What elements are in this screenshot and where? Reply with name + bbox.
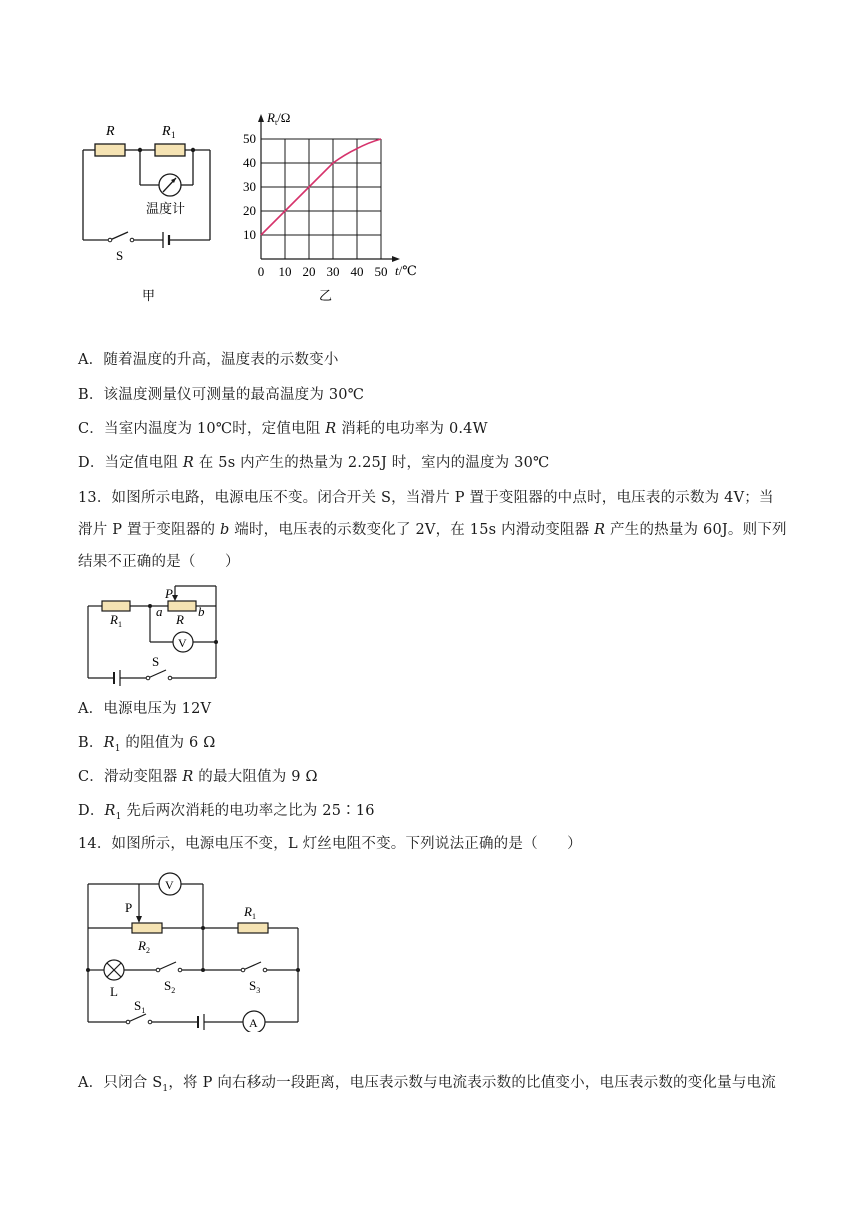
q13-voltmeter-label: V — [178, 636, 187, 650]
q13-stem-line2: 滑片 P 置于变阻器的 b 端时，电压表的示数变化了 2V，在 15s 内滑动变阻器 R 产生的热量为 60J。则下列 — [78, 522, 787, 538]
q13-option-d: D．$R_1$ 先后两次消耗的电功率之比为 25∶16 — [78, 803, 375, 822]
x-tick-label: 20 — [302, 264, 316, 279]
q13-r1-label: $R_1$ — [110, 612, 122, 629]
graph-y-axis-label: $R_t/\Omega$ — [267, 110, 291, 127]
fig12-caption-yi: 乙 — [319, 288, 333, 303]
q14-lamp-label: L — [110, 984, 118, 999]
q13-option-b: B．$R_1$ 的阻值为 6 Ω — [78, 735, 216, 754]
q12-option-d: D．当定值电阻 R 在 5s 内产生的热量为 2.25J 时，室内的温度为 30℃ — [78, 455, 550, 471]
fig12-caption-jia: 甲 — [142, 288, 156, 303]
q12-option-c: C．当室内温度为 10℃时，定值电阻 R 消耗的电功率为 0.4W — [78, 421, 488, 437]
x-tick-label: 50 — [374, 264, 388, 279]
y-tick-label: 50 — [243, 131, 256, 146]
fig12-r1-sub: 1 — [171, 130, 176, 140]
q13-stem-line1: 13．如图所示电路，电源电压不变。闭合开关 S，当滑片 P 置于变阻器的中点时，电压表的示数为 4V；当 — [78, 490, 774, 506]
q13-p-label: P — [165, 586, 173, 601]
q13-b-label: b — [198, 604, 205, 619]
x-tick-label: 0 — [257, 264, 265, 279]
q14-s1-label: $S_1$ — [134, 998, 146, 1015]
q14-ammeter-label: A — [249, 1016, 258, 1030]
q13-circuit — [82, 580, 232, 690]
q14-circuit — [78, 866, 308, 1032]
y-tick-label: 40 — [243, 155, 256, 170]
q12-option-b: B．该温度测量仪可测量的最高温度为 30℃ — [78, 387, 365, 403]
graph-x-axis-label: t/℃ — [395, 263, 417, 278]
q14-p-label: P — [125, 900, 133, 915]
q14-stem: 14．如图所示，电源电压不变，L 灯丝电阻不变。下列说法正确的是（ ） — [78, 836, 582, 852]
fig12-thermo-label: 温度计 — [146, 201, 186, 216]
y-tick-label: 30 — [243, 179, 256, 194]
fig12-circuit-jia — [70, 115, 230, 310]
x-tick-label: 30 — [326, 264, 340, 279]
y-tick-label: 20 — [243, 203, 256, 218]
q13-switch-label: S — [152, 654, 160, 669]
fig12-graph-yi — [235, 105, 455, 310]
fig12-r1-label: R — [162, 124, 171, 139]
q13-option-a: A．电源电压为 12V — [78, 701, 212, 717]
q13-stem-line3: 结果不正确的是（ ） — [78, 554, 240, 570]
q13-a-label: a — [156, 604, 163, 619]
x-tick-label: 40 — [350, 264, 364, 279]
q14-r1-label: $R_1$ — [244, 904, 256, 921]
x-tick-label: 10 — [278, 264, 292, 279]
q13-option-c: C．滑动变阻器 R 的最大阻值为 9 Ω — [78, 769, 318, 785]
graph-grid — [261, 139, 381, 259]
fig12-switch-label: S — [116, 248, 124, 263]
q14-option-a: A．只闭合 $S_1$，将 P 向右移动一段距离，电压表示数与电流表示数的比值变小，电压表示数的变化量与电流 — [78, 1075, 776, 1094]
fig12-r-label: R — [106, 124, 115, 139]
q14-r2-label: $R_2$ — [138, 938, 150, 955]
q12-option-a: A．随着温度的升高，温度表的示数变小 — [78, 352, 339, 368]
y-tick-label: 10 — [243, 227, 256, 242]
q13-r-label: R — [176, 612, 184, 627]
q14-voltmeter-label: V — [165, 878, 174, 892]
q14-s3-label: $S_3$ — [249, 978, 261, 995]
graph-axes — [261, 119, 395, 259]
q14-s2-label: $S_2$ — [164, 978, 176, 995]
